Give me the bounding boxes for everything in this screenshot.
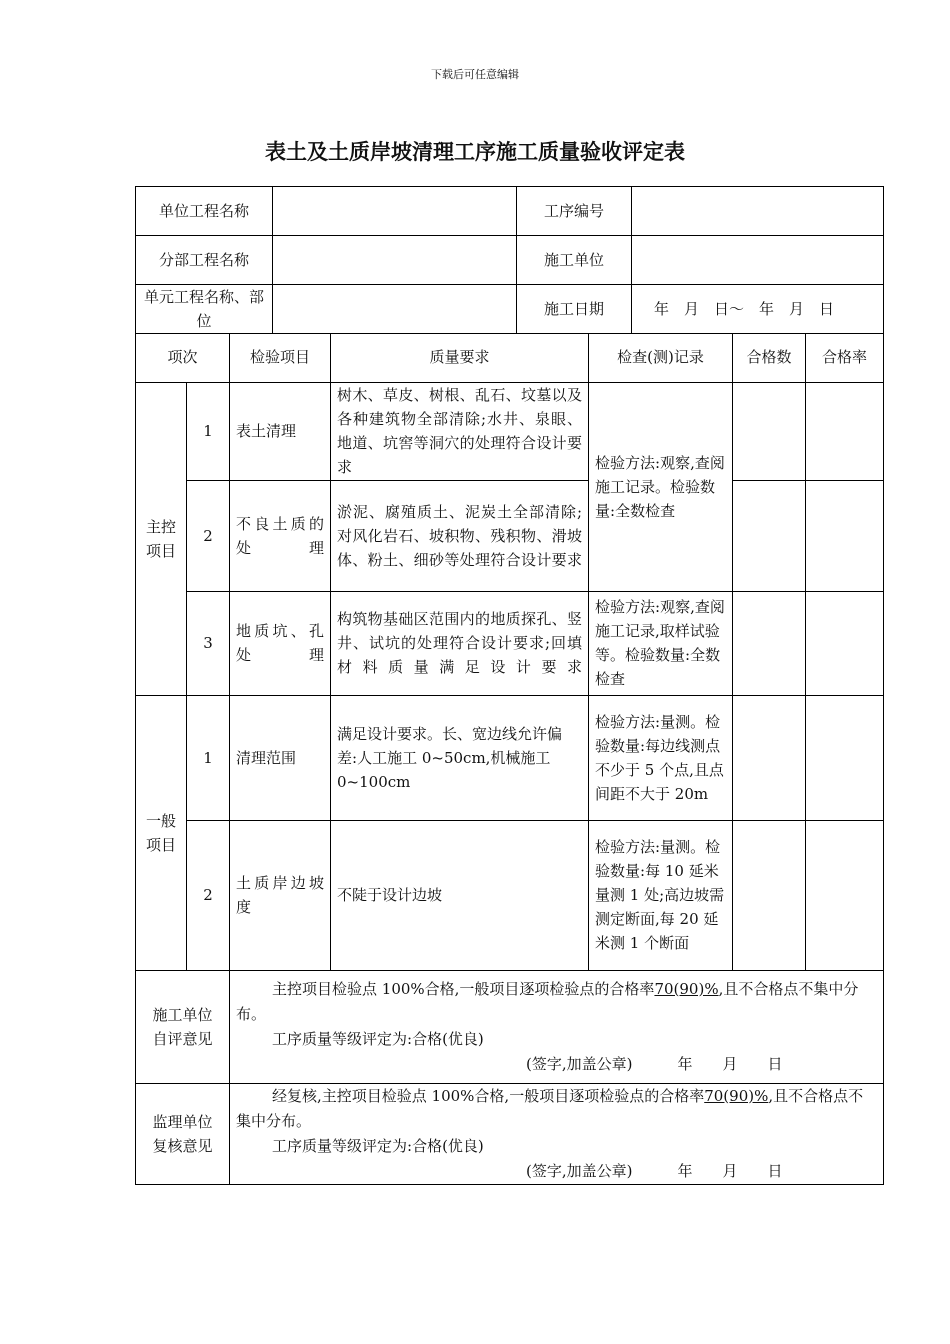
info-table <box>135 186 884 334</box>
unit-project-field[interactable] <box>273 187 517 236</box>
supervisor-eval-label: 监理单位复核意见 <box>136 1083 230 1184</box>
inspection-item: 清理范围 <box>230 695 331 820</box>
col-record: 检查(测)记录 <box>589 333 733 382</box>
process-no-field[interactable] <box>632 187 884 236</box>
self-eval-signature: (签字,加盖公章) 年 月 日 <box>526 1054 783 1073</box>
inspection-record: 检验方法:量测。检验数量:每边线测点不少于 5 个点,且点间距不大于 20m <box>589 695 733 820</box>
self-eval-label: 施工单位自评意见 <box>136 970 230 1083</box>
self-eval-rate: 70(90)% <box>654 979 719 998</box>
inspection-record: 检验方法:量测。检验数量:每 10 延米量测 1 处;高边坡需测定断面,每 20 延米测 1 个断面 <box>589 820 733 970</box>
supervisor-eval-grade: 工序质量等级评定为:合格(优良) <box>272 1136 484 1155</box>
qualified-count-cell[interactable] <box>733 382 806 480</box>
supervisor-eval-rate: 70(90)% <box>704 1086 769 1105</box>
inspection-record: 检验方法:观察,查阅施工记录。检验数量:全数检查 <box>589 382 733 591</box>
sub-project-field[interactable] <box>273 236 517 285</box>
supervisor-eval-text-b: ,且不合格点不集中分布。 <box>236 1086 864 1130</box>
supervisor-eval-text-a: 经复核,主控项目检验点 100%合格,一般项目逐项检验点的合格率 <box>272 1086 705 1105</box>
date-field[interactable]: 年 月 日～ 年 月 日 <box>632 285 884 334</box>
self-eval-text-a: 主控项目检验点 100%合格,一般项目逐项检验点的合格率 <box>272 979 655 998</box>
qualified-count-cell[interactable] <box>733 695 806 820</box>
quality-requirement: 不陡于设计边坡 <box>331 820 589 970</box>
row-no: 1 <box>187 382 230 480</box>
inspection-record: 检验方法:观察,查阅施工记录,取样试验等。检验数量:全数检查 <box>589 591 733 695</box>
inspection-table <box>135 333 884 1185</box>
row-no: 2 <box>187 820 230 970</box>
col-item: 项次 <box>136 333 230 382</box>
col-inspection-item: 检验项目 <box>230 333 331 382</box>
quality-requirement: 满足设计要求。长、宽边线允许偏差:人工施工 0~50cm,机械施工 0~100cm <box>331 695 589 820</box>
header-note: 下载后可任意编辑 <box>431 68 519 81</box>
quality-requirement: 树木、草皮、树根、乱石、坟墓以及各种建筑物全部清除;水井、泉眼、地道、坑窖等洞穴的处理符合设计要求 <box>331 382 589 480</box>
qualified-count-cell[interactable] <box>733 591 806 695</box>
date-label: 施工日期 <box>517 285 632 334</box>
main-control-label: 主控项目 <box>136 382 187 695</box>
self-eval-grade: 工序质量等级评定为:合格(优良) <box>272 1029 484 1048</box>
unit-project-label: 单位工程名称 <box>136 187 273 236</box>
quality-requirement: 淤泥、腐殖质土、泥炭土全部清除;对风化岩石、坡积物、残积物、滑坡体、粉土、细砂等处理符合设计要求 <box>331 480 589 591</box>
col-qualified-rate: 合格率 <box>806 333 884 382</box>
self-eval-text-b: ,且不合格点不集中分布。 <box>236 979 859 1023</box>
row-no: 1 <box>187 695 230 820</box>
qualified-rate-cell[interactable] <box>806 480 884 591</box>
process-no-label: 工序编号 <box>517 187 632 236</box>
self-eval-opinion[interactable] <box>230 970 884 1083</box>
element-project-label: 单元工程名称、部位 <box>136 285 273 334</box>
inspection-item: 表土清理 <box>230 382 331 480</box>
supervisor-eval-signature: (签字,加盖公章) 年 月 日 <box>526 1161 783 1180</box>
general-label: 一般项目 <box>136 695 187 970</box>
quality-requirement: 构筑物基础区范围内的地质探孔、竖井、试坑的处理符合设计要求;回填材料质量满足设计要求 <box>331 591 589 695</box>
col-qualified-count: 合格数 <box>733 333 806 382</box>
inspection-item: 地质坑、孔处理 <box>230 591 331 695</box>
element-project-field[interactable] <box>273 285 517 334</box>
contractor-field[interactable] <box>632 236 884 285</box>
sub-project-label: 分部工程名称 <box>136 236 273 285</box>
qualified-rate-cell[interactable] <box>806 591 884 695</box>
inspection-item: 不良土质的处理 <box>230 480 331 591</box>
row-no: 2 <box>187 480 230 591</box>
qualified-rate-cell[interactable] <box>806 382 884 480</box>
supervisor-eval-opinion[interactable] <box>230 1083 884 1184</box>
qualified-rate-cell[interactable] <box>806 695 884 820</box>
form-title: 表土及土质岸坡清理工序施工质量验收评定表 <box>265 140 685 164</box>
qualified-count-cell[interactable] <box>733 480 806 591</box>
contractor-label: 施工单位 <box>517 236 632 285</box>
qualified-rate-cell[interactable] <box>806 820 884 970</box>
row-no: 3 <box>187 591 230 695</box>
col-requirement: 质量要求 <box>331 333 589 382</box>
qualified-count-cell[interactable] <box>733 820 806 970</box>
inspection-item: 土质岸边坡度 <box>230 820 331 970</box>
